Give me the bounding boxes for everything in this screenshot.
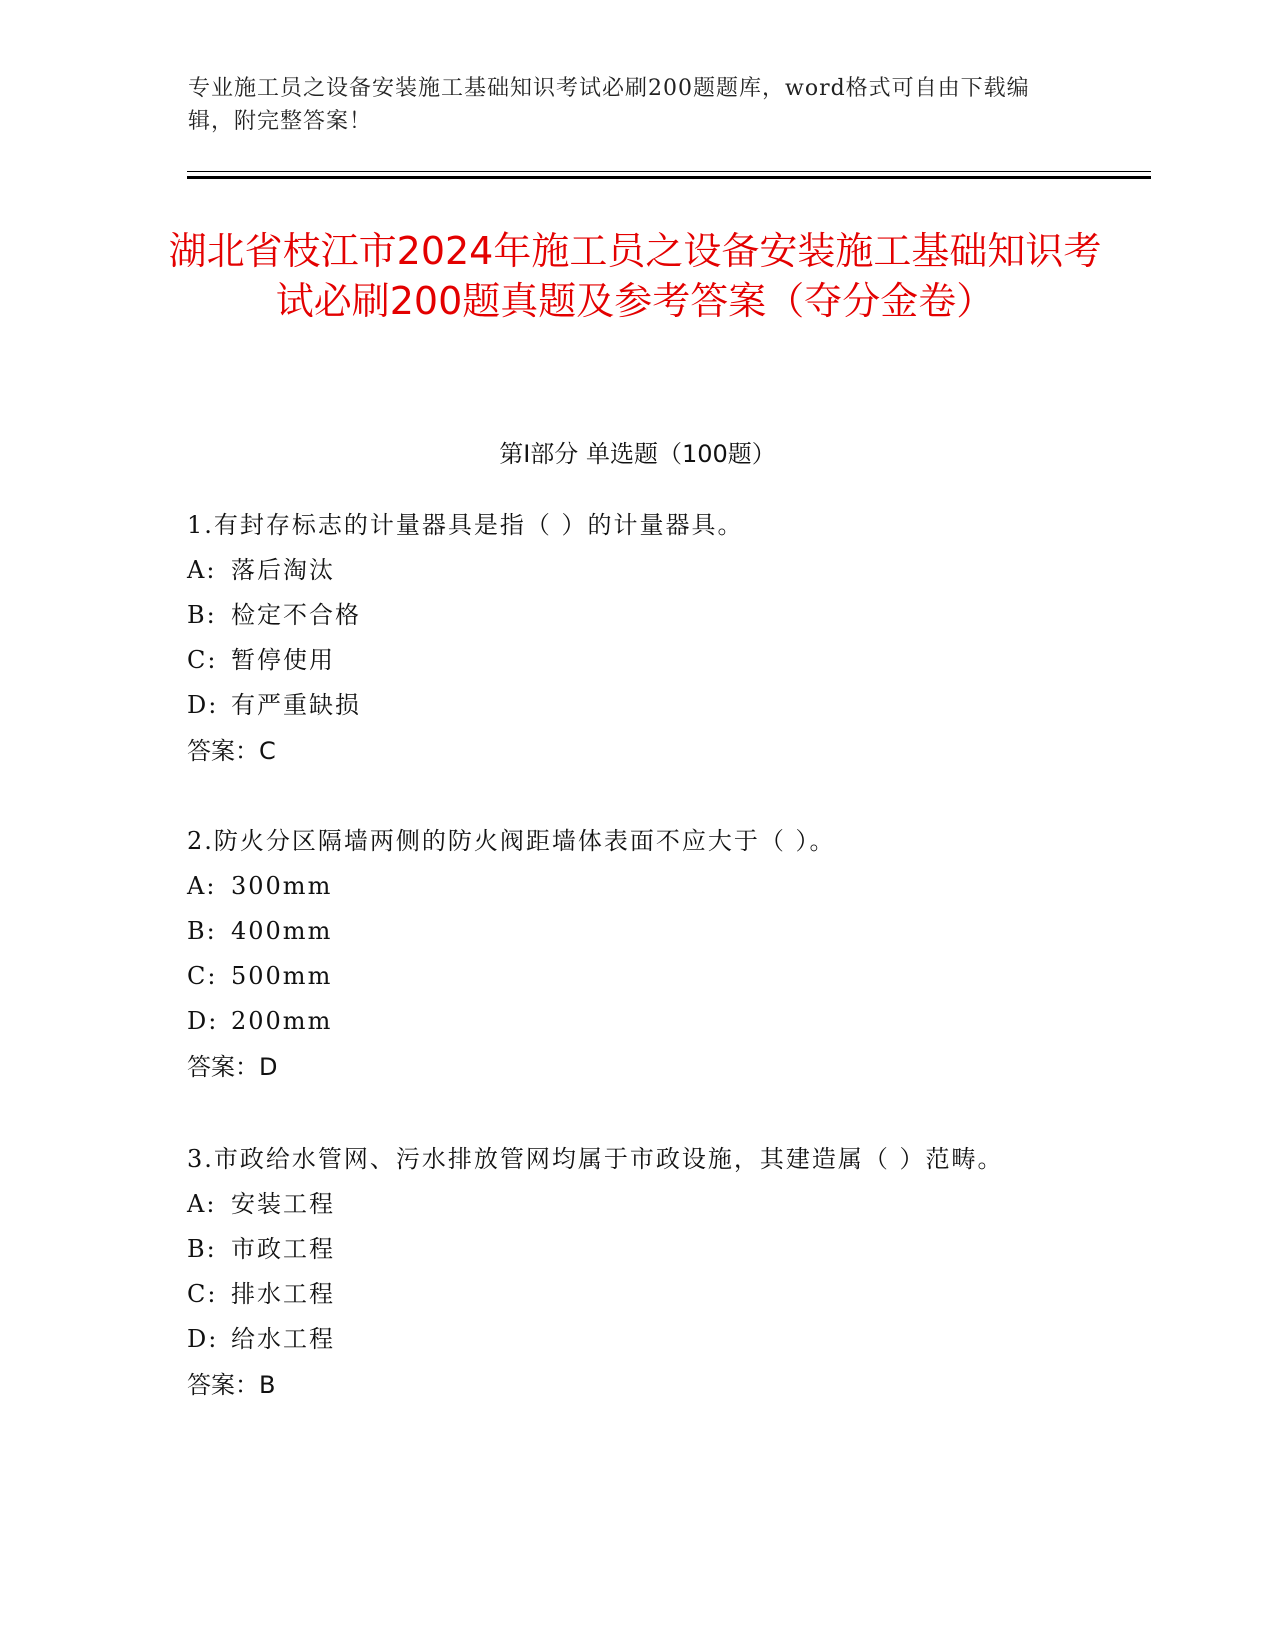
answer-line: 答案：B: [187, 1371, 276, 1399]
option-b: [187, 909, 1087, 954]
option-b: [187, 1227, 1067, 1272]
question-2: [187, 818, 1087, 1090]
option-a: [187, 1182, 1067, 1227]
question-stem: 3.市政给水管网、污水排放管网均属于市政设施，其建造属（ ）范畴。: [187, 1145, 1004, 1173]
option-d: [187, 683, 1087, 728]
option-text: 检定不合格: [231, 601, 361, 629]
option-text: 400mm: [231, 917, 333, 945]
option-c: [187, 1272, 1067, 1317]
option-d: [187, 1317, 1067, 1362]
option-text: 落后淘汰: [231, 556, 335, 584]
question-stem: 1.有封存标志的计量器具是指（ ）的计量器具。: [187, 511, 744, 539]
option-text: 市政工程: [231, 1235, 335, 1263]
header-note: 专业施工员之设备安装施工基础知识考试必刷200题题库，word格式可自由下载编辑，附完整答案！: [188, 76, 1030, 134]
option-text: 有严重缺损: [231, 691, 361, 719]
option-text: 安装工程: [231, 1190, 335, 1218]
option-key: B:: [187, 1235, 217, 1263]
option-key: D:: [187, 1325, 219, 1353]
option-c: [187, 638, 1087, 683]
option-key: C:: [187, 646, 218, 674]
question-3: [187, 1136, 1067, 1408]
option-key: D:: [187, 691, 219, 719]
option-key: A:: [187, 872, 217, 900]
header-divider-thick: [187, 176, 1151, 179]
question-stem: 2.防火分区隔墙两侧的防火阀距墙体表面不应大于（ ）。: [187, 827, 836, 855]
option-key: C:: [187, 962, 218, 990]
option-text: 暂停使用: [231, 646, 335, 674]
option-key: D:: [187, 1007, 219, 1035]
option-a: [187, 864, 1087, 909]
option-key: A:: [187, 1190, 217, 1218]
option-d: [187, 999, 1087, 1044]
question-1: [187, 502, 1087, 774]
option-key: B:: [187, 601, 217, 629]
option-b: [187, 593, 1087, 638]
option-c: [187, 954, 1087, 999]
section-title: 第I部分 单选题（100题）: [499, 440, 776, 468]
header-divider-thin: [187, 171, 1151, 172]
answer-line: 答案：C: [187, 737, 276, 765]
option-key: B:: [187, 917, 217, 945]
answer-line: 答案：D: [187, 1053, 278, 1081]
option-text: 200mm: [231, 1007, 333, 1035]
option-text: 排水工程: [231, 1280, 335, 1308]
document-title: 湖北省枝江市2024年施工员之设备安装施工基础知识考试必刷200题真题及参考答案（夺分金卷）: [168, 229, 1102, 323]
option-text: 500mm: [231, 962, 333, 990]
option-a: [187, 548, 1087, 593]
option-text: 300mm: [231, 872, 333, 900]
option-text: 给水工程: [231, 1325, 335, 1353]
option-key: A:: [187, 556, 217, 584]
option-key: C:: [187, 1280, 218, 1308]
